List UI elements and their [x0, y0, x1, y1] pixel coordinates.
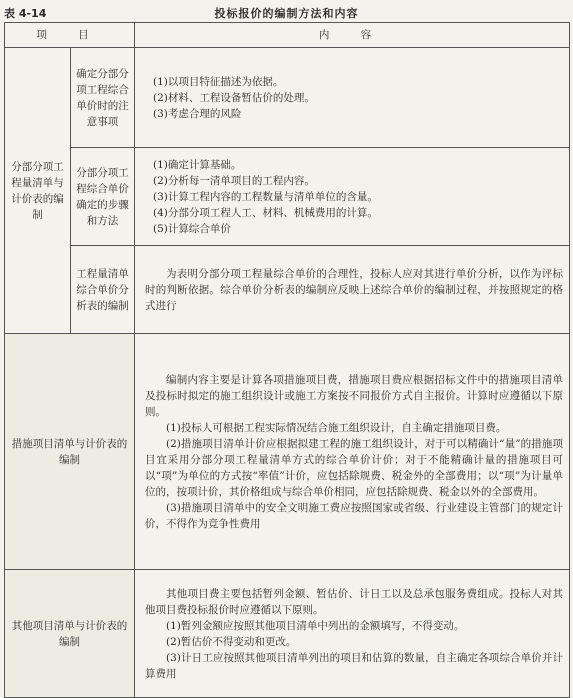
- category-cell: 措施项目清单与计价表的编制: [5, 334, 135, 570]
- table-row: [5, 48, 570, 148]
- content-cell: [135, 48, 570, 148]
- pricing-table: [4, 22, 570, 698]
- subcategory-cell: 分部分项工程综合单价确定的步骤和方法: [71, 148, 135, 246]
- content-line: (2)暂估价不得变动和更改。: [166, 635, 297, 648]
- content-line: (2)分析每一清单项目的工程内容。: [153, 174, 315, 187]
- content-line: 为表明分部分项工程量综合单价的合理性，投标人应对其进行单价分析，以作为评标时的判断依据。综合单价分析表的编制应反映上述综合单价的编制过程，并按照规定的格式进行: [145, 267, 563, 312]
- category-cell: 分部分项工程量清单与计价表的编制: [5, 48, 71, 334]
- content-cell: [135, 246, 570, 334]
- table-caption: [4, 4, 569, 20]
- table-header-row: [5, 23, 570, 48]
- table-title: 投标报价的编制方法和内容: [214, 7, 359, 20]
- content-line: (4)分部分项工程人工、材料、机械费用的计算。: [153, 206, 378, 219]
- category-cell: 其他项目清单与计价表的编制: [5, 570, 135, 698]
- subcategory-cell: 工程量清单综合单价分析表的编制: [71, 246, 135, 334]
- content-line: (2)材料、工程设备暂估价的处理。: [153, 91, 315, 104]
- table-row: [5, 246, 570, 334]
- content-line: (1)以项目特征描述为依据。: [153, 75, 284, 88]
- content-cell: [135, 570, 570, 698]
- header-content: 内 容: [135, 23, 570, 48]
- content-line: 其他项目费主要包括暂列金额、暂估价、计日工以及总承包服务费组成。投标人对其他项目费投标报价时应遵循以下原则。: [145, 587, 563, 616]
- header-item: 项 目: [5, 23, 135, 48]
- content-line: (3)考虑合理的风险: [153, 107, 242, 120]
- table-row: [5, 334, 570, 570]
- table-number: 表 4-14: [4, 7, 47, 20]
- table-row: [5, 148, 570, 246]
- content-line: (5)计算综合单价: [153, 222, 231, 235]
- content-line: (1)投标人可根据工程实际情况结合施工组织设计，自主确定措施项目费。: [166, 421, 507, 434]
- content-line: 编制内容主要是计算各项措施项目费，措施项目费应根据招标文件中的措施项目清单及投标时拟定的施工组织设计或施工方案按不同报价方式自主报价。计算时应遵循以下原则。: [145, 373, 563, 418]
- content-cell: [135, 334, 570, 570]
- content-line: (1)暂列金额应按照其他项目清单中列出的金额填写，不得变动。: [166, 619, 465, 632]
- content-line: (1)确定计算基础。: [153, 158, 242, 171]
- content-line: (3)计算工程内容的工程数量与清单单位的含量。: [153, 190, 378, 203]
- content-line: (3)措施项目清单中的安全文明施工费应按照国家或省级、行业建设主管部门的规定计价，不得作为竞争性费用: [145, 501, 563, 530]
- subcategory-cell: 确定分部分项工程综合单价时的注意事项: [71, 48, 135, 148]
- content-line: (2)措施项目清单计价应根据拟建工程的施工组织设计，对于可以精确计“量”的措施项目宜采用分部分项工程量清单方式的综合单价计价；对于不能精确计量的措施项目可以“项”为单位的方式按“率值”计价，应包括除规费、税金外的全部费用；以“项”为计量单位的，按项计价，其价格组成与综合单价相同，应包括除规费、税金以外的全部费用。: [145, 437, 563, 498]
- content-line: (3)计日工应按照其他项目清单列出的项目和估算的数量，自主确定各项综合单价并计算费用: [145, 651, 563, 680]
- content-cell: [135, 148, 570, 246]
- table-row: [5, 570, 570, 698]
